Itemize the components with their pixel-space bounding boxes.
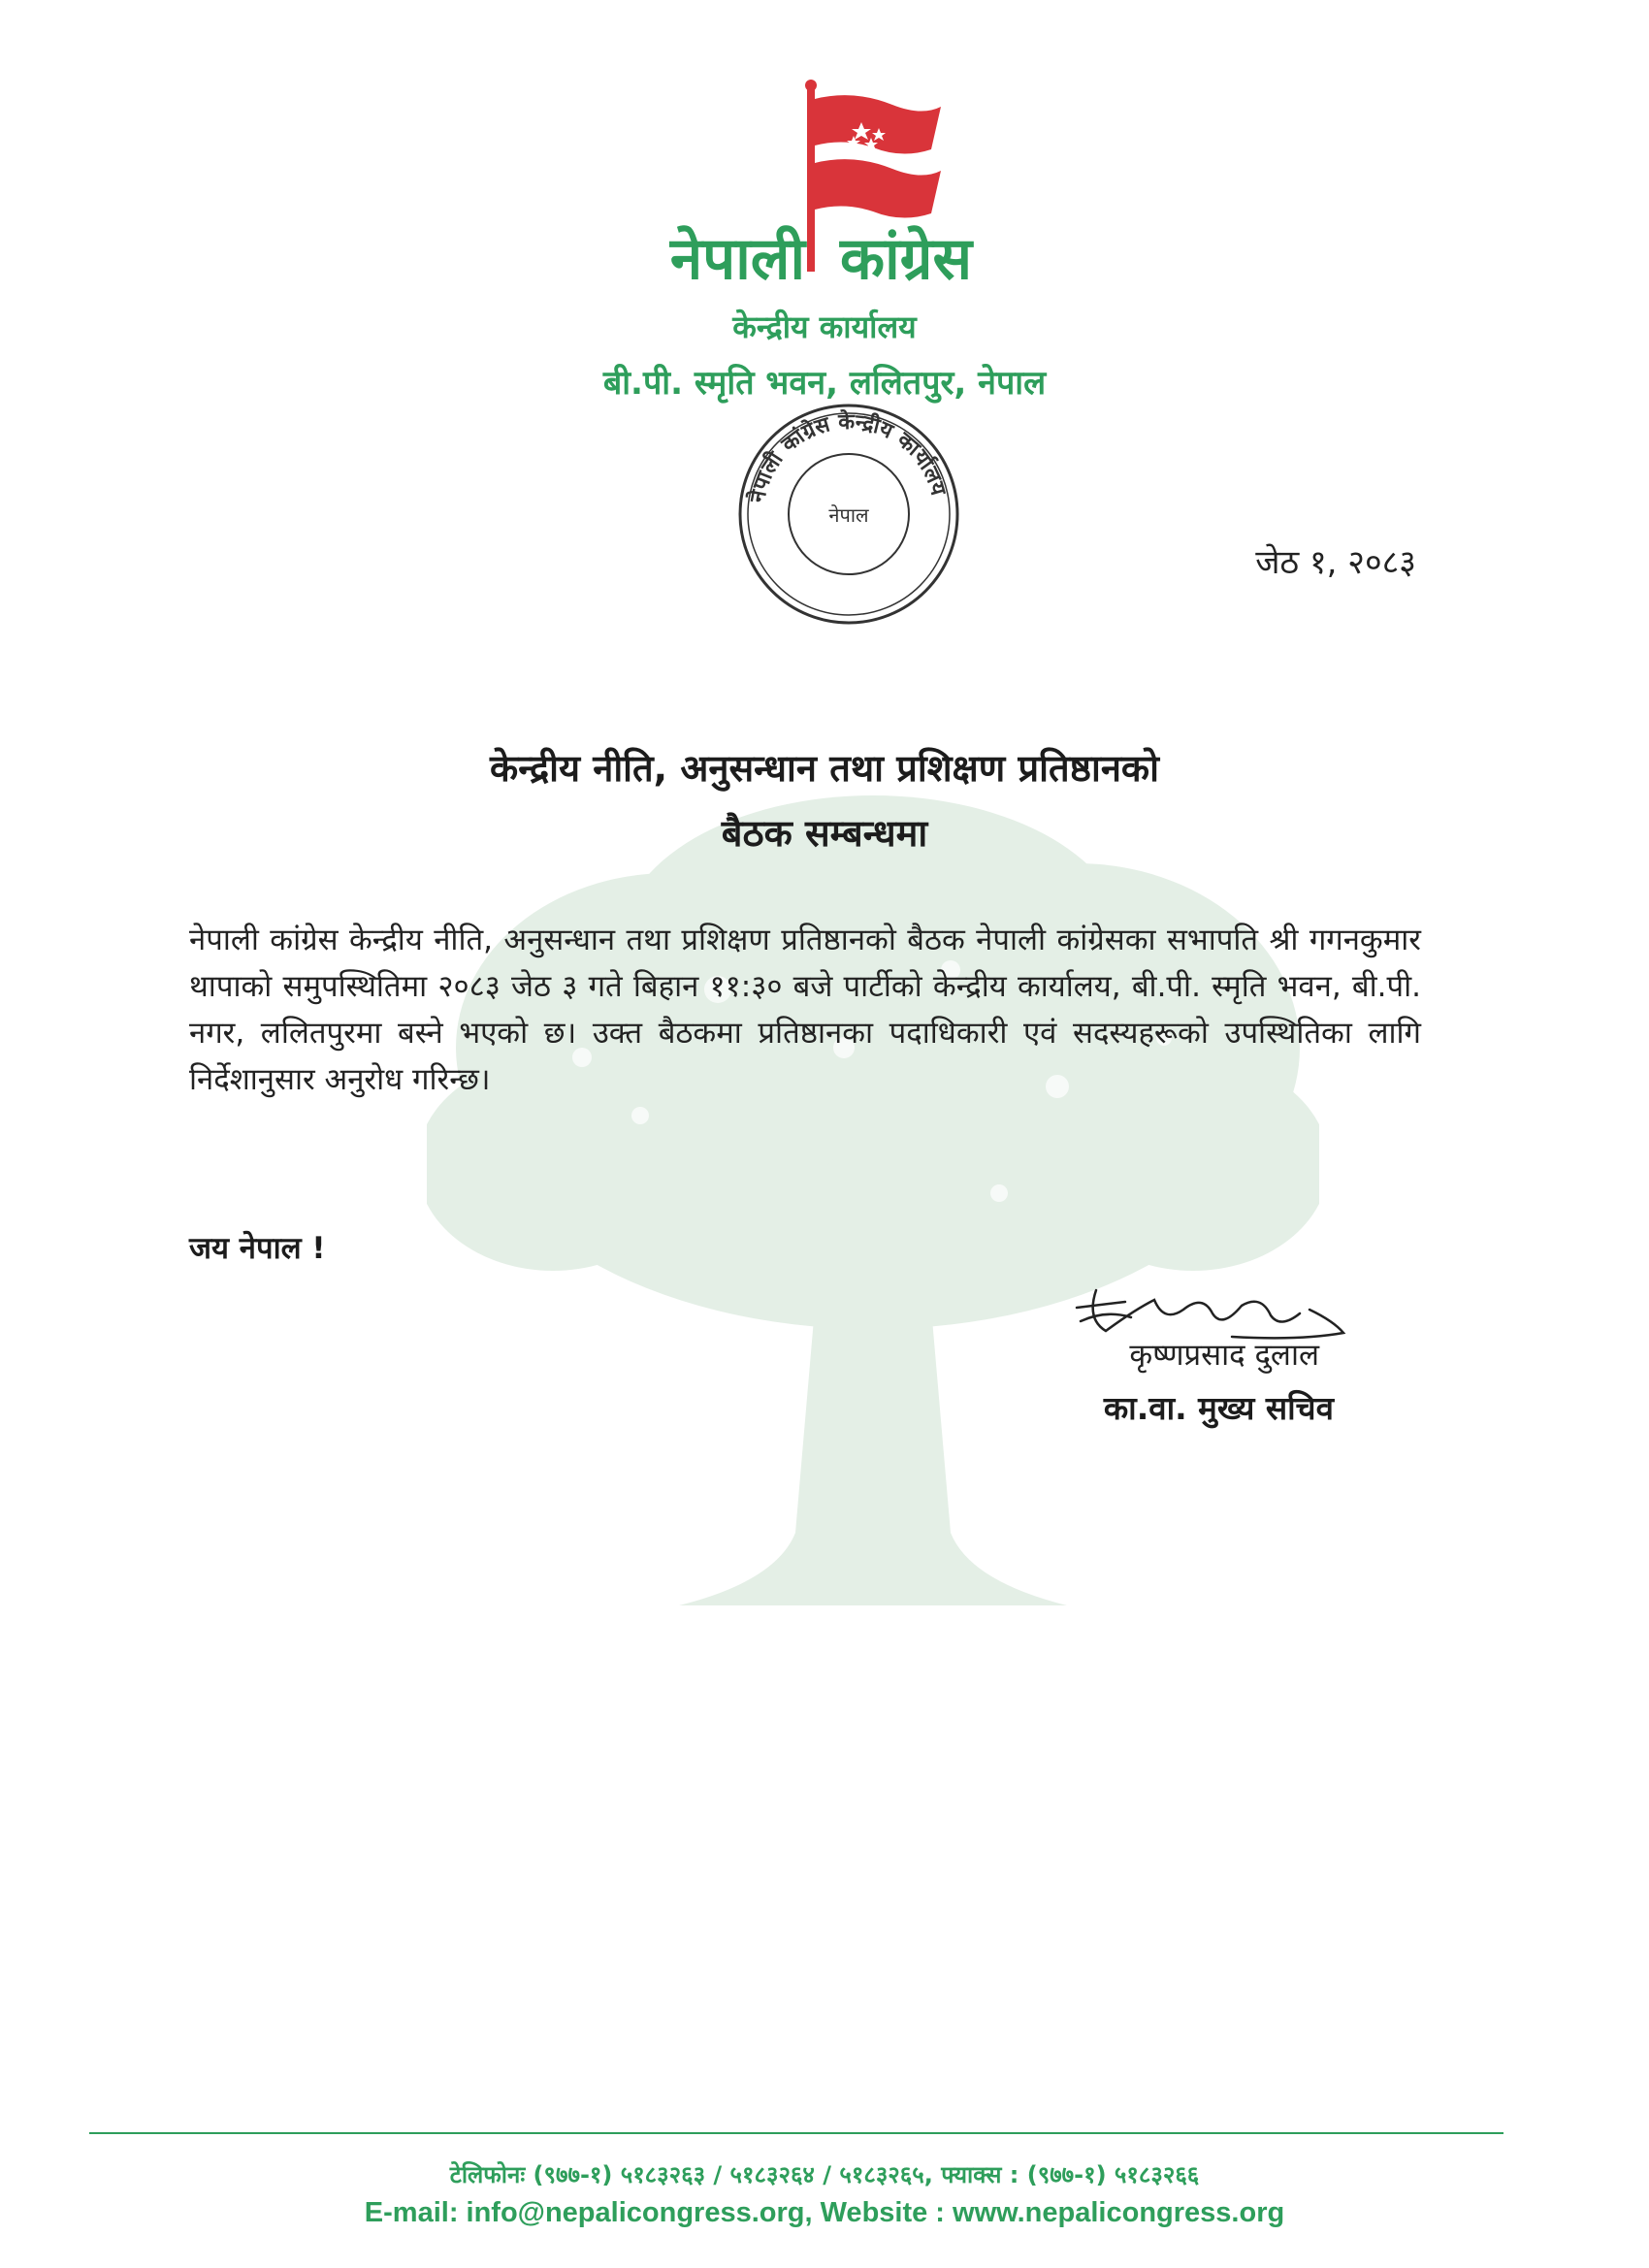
footer-divider xyxy=(89,2132,1504,2134)
seal-outer-text: नेपाली कांग्रेस केन्द्रीय कार्यालय xyxy=(745,409,951,505)
letter-date: जेठ १, २०८३ xyxy=(1255,543,1416,582)
party-name-left: नेपाली xyxy=(669,225,805,293)
party-seal-icon xyxy=(732,398,965,631)
footer-web: E-mail: info@nepalicongress.org, Website : www.nepalicongress.org xyxy=(364,2197,1285,2228)
footer-contact: टेलिफोनः (९७७-१) ५१८३२६३ / ५१८३२६४ / ५१८३२६५, फ्याक्स : (९७७-१) ५१८३२६६ xyxy=(449,2161,1200,2188)
signatory-title: का.वा. मुख्य सचिव xyxy=(1103,1389,1334,1427)
office-address: बी.पी. स्मृति भवन, ललितपुर, नेपाल xyxy=(602,364,1047,403)
svg-text:नेपाली कांग्रेस केन्द्रीय कार् xyxy=(744,408,951,505)
subject-line-1: केन्द्रीय नीति, अनुसन्धान तथा प्रशिक्षण प्रतिष्ठानको xyxy=(490,747,1159,790)
office-name: केन्द्रीय कार्यालय xyxy=(732,308,917,345)
party-name xyxy=(0,215,1649,303)
signatory-name: कृष्णप्रसाद दुलाल xyxy=(1129,1338,1319,1373)
body-paragraph: नेपाली कांग्रेस केन्द्रीय नीति, अनुसन्धान तथा प्रशिक्षण प्रतिष्ठानको बैठक नेपाली कांग्रेसका सभापति श्री गगनकुमार थापाको समुपस्थितिमा २०८३ जेठ ३ गते बिहान ११:३० बजे पार्टीको केन्द्रीय कार्यालय, बी.पी. स्मृति भवन, बी.पी. नगर, ललितपुरमा बस्ने भएको छ। उक्त बैठकमा प्रतिष्ठानका पदाधिकारी एवं सदस्यहरूको उपस्थितिका लागि निर्देशानुसार अनुरोध गरिन्छ। xyxy=(189,923,1421,1097)
seal-center-text: नेपाल xyxy=(828,503,869,527)
subject-line-2: बैठक सम्बन्धमा xyxy=(721,812,928,855)
party-name-right: कांग्रेस xyxy=(840,225,973,293)
closing-salutation: जय नेपाल ! xyxy=(189,1231,326,1266)
